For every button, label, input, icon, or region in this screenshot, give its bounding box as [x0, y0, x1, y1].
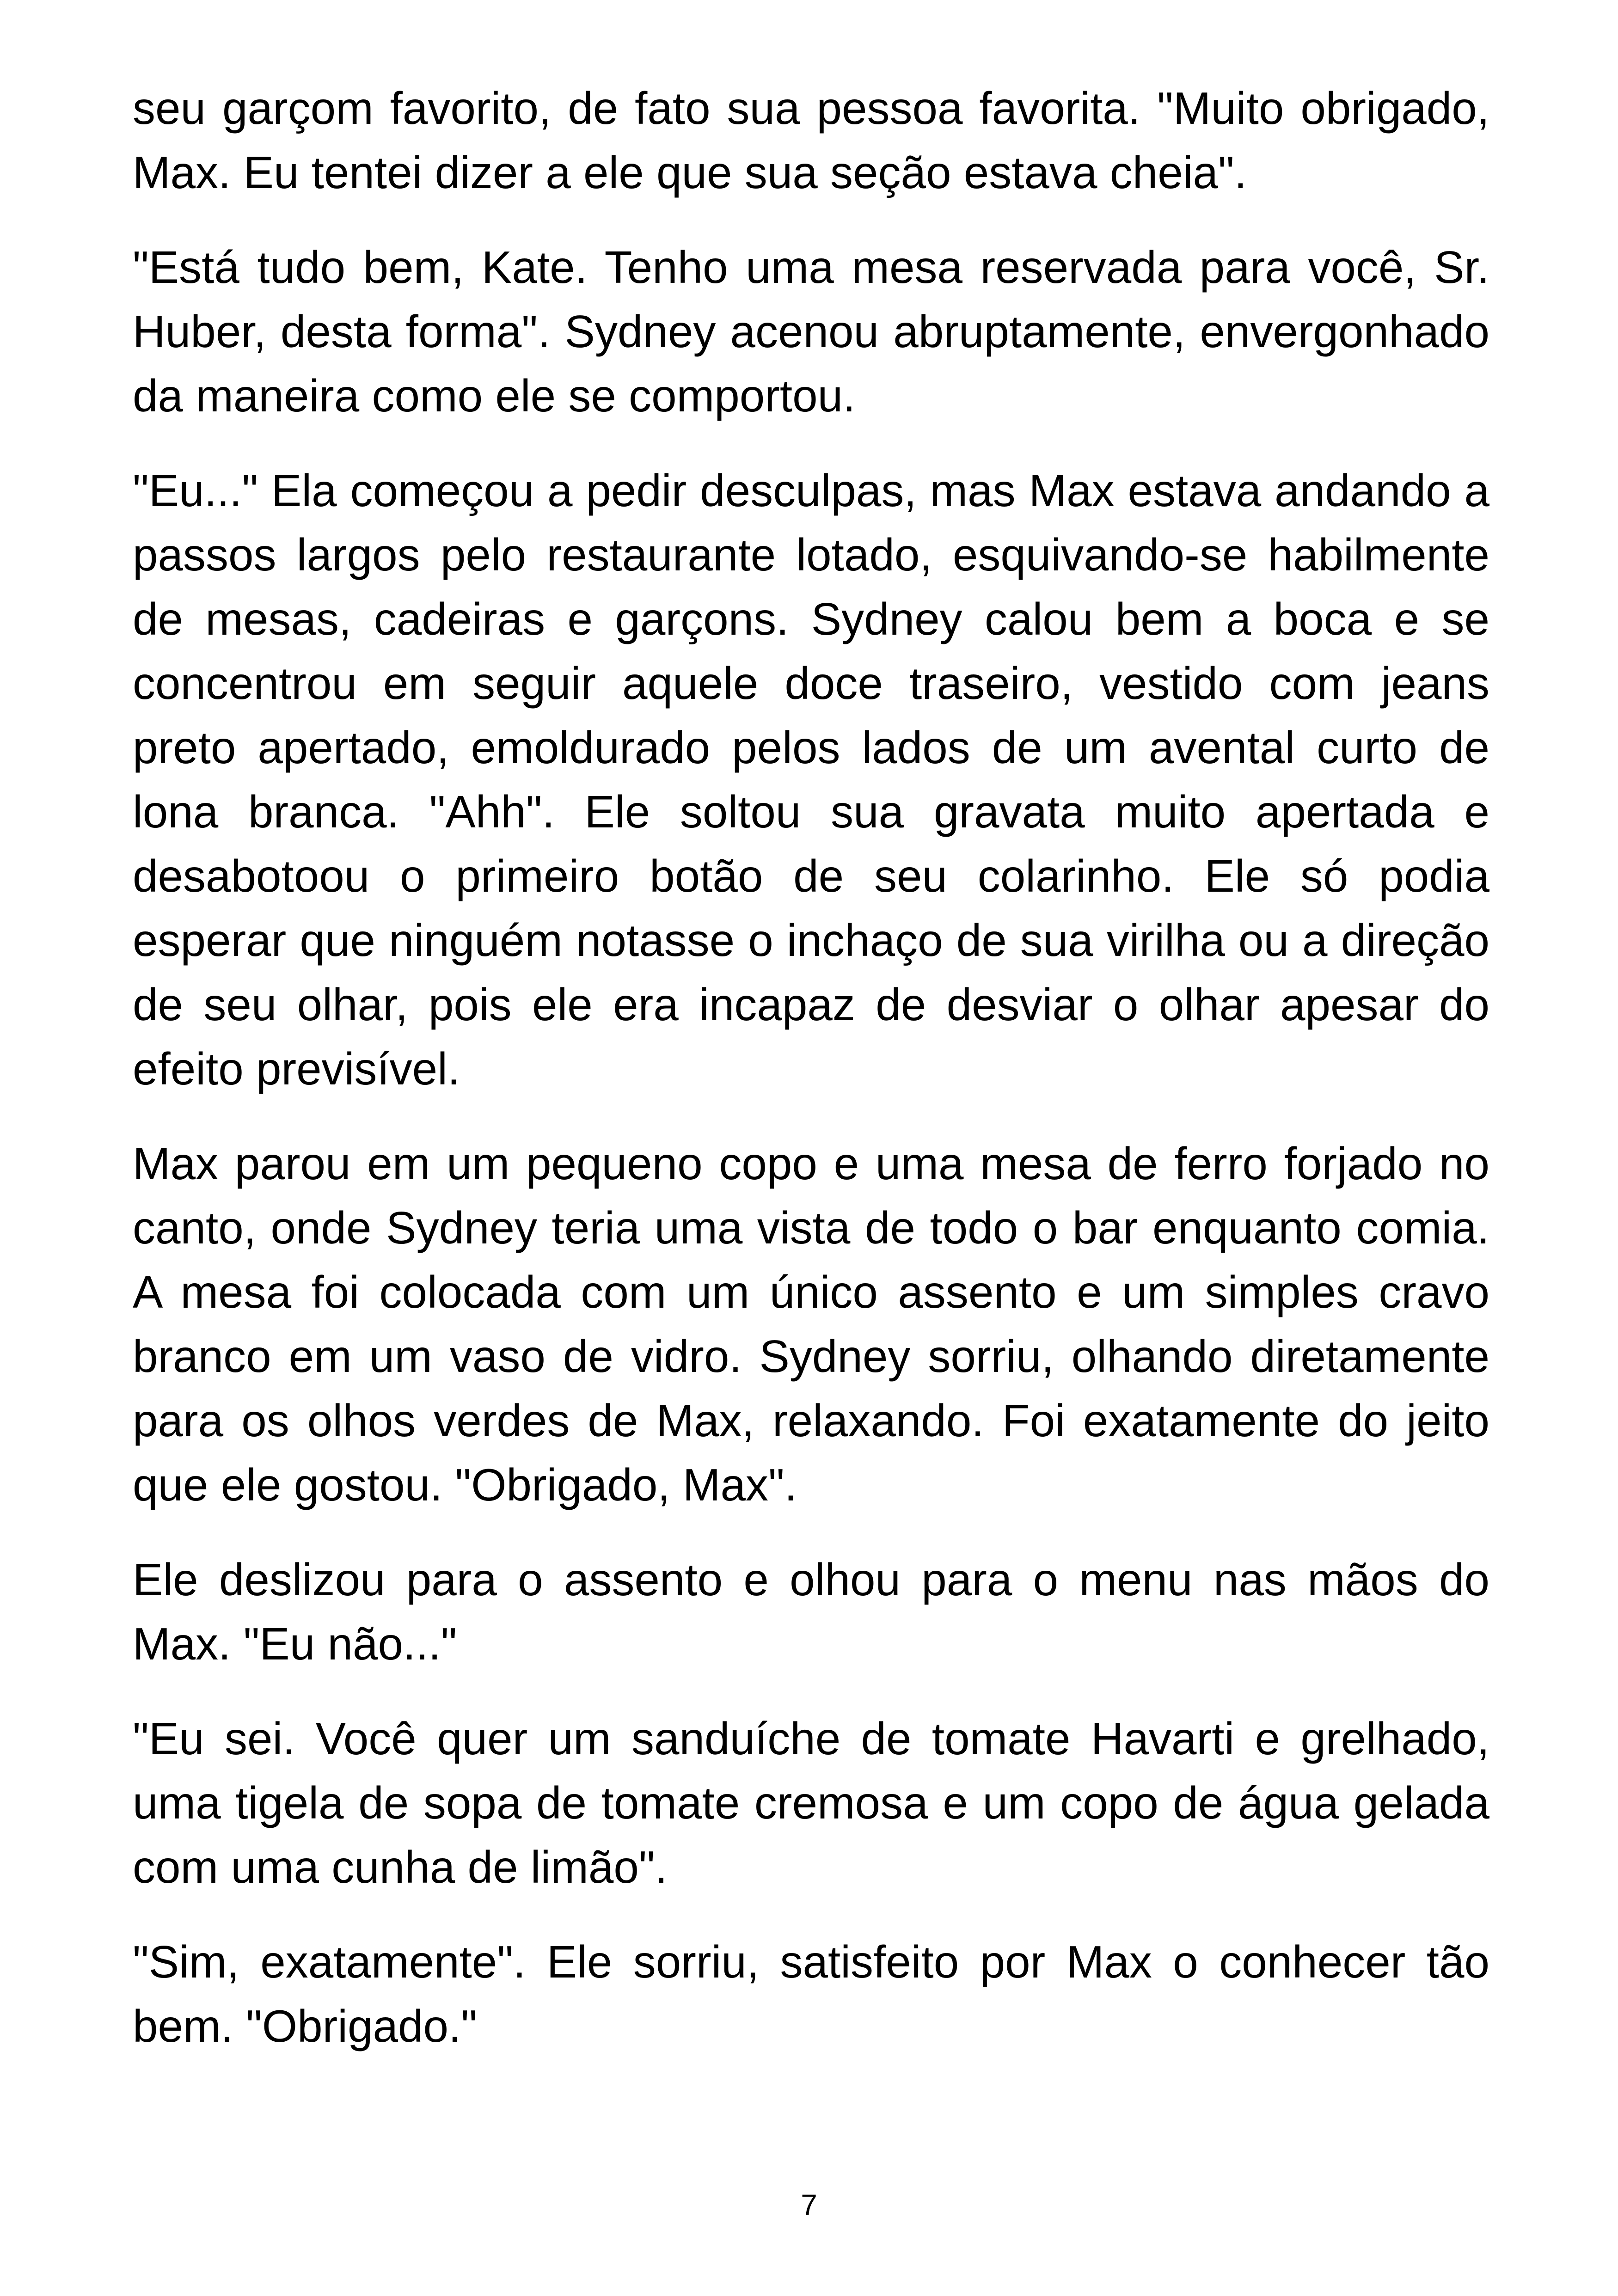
- page-number: 7: [801, 2188, 817, 2222]
- paragraph-3: "Eu..." Ela começou a pedir desculpas, mas Max estava andando a passos largos pelo restaurante lotado, esquivando-se habilmente de mesas, cadeiras e garçons. Sydney calou bem a boca e se concentrou em seguir aquele doce traseiro, vestido com jeans preto apertado, emoldurado pelos lados de um avental curto de lona branca. "Ahh". Ele soltou sua gravata muito apertada e desabotoou o primeiro botão de seu colarinho. Ele só podia esperar que ninguém notasse o inchaço de sua virilha ou a direção de seu olhar, pois ele era incapaz de desviar o olhar apesar do efeito previsível.: [133, 465, 1489, 1094]
- paragraph-4: Max parou em um pequeno copo e uma mesa de ferro forjado no canto, onde Sydney teria uma vista de todo o bar enquanto comia. A mesa foi colocada com um único assento e um simples cravo branco em um vaso de vidro. Sydney sorriu, olhando diretamente para os olhos verdes de Max, relaxando. Foi exatamente do jeito que ele gostou. "Obrigado, Max".: [133, 1138, 1489, 1510]
- paragraph-1: seu garçom favorito, de fato sua pessoa favorita. "Muito obrigado, Max. Eu tentei dizer a ele que sua seção estava cheia".: [133, 83, 1489, 198]
- paragraph-5: Ele deslizou para o assento e olhou para o menu nas mãos do Max. "Eu não...": [133, 1554, 1489, 1669]
- paragraph-7: "Sim, exatamente". Ele sorriu, satisfeito por Max o conhecer tão bem. "Obrigado.": [133, 1936, 1489, 2051]
- paragraph-6: "Eu sei. Você quer um sanduíche de tomate Havarti e grelhado, uma tigela de sopa de tomate cremosa e um copo de água gelada com uma cunha de limão".: [133, 1713, 1489, 1892]
- paragraph-2: "Está tudo bem, Kate. Tenho uma mesa reservada para você, Sr. Huber, desta forma". Sydney acenou abruptamente, envergonhado da maneira como ele se comportou.: [133, 242, 1489, 421]
- body-text: [133, 76, 1489, 2089]
